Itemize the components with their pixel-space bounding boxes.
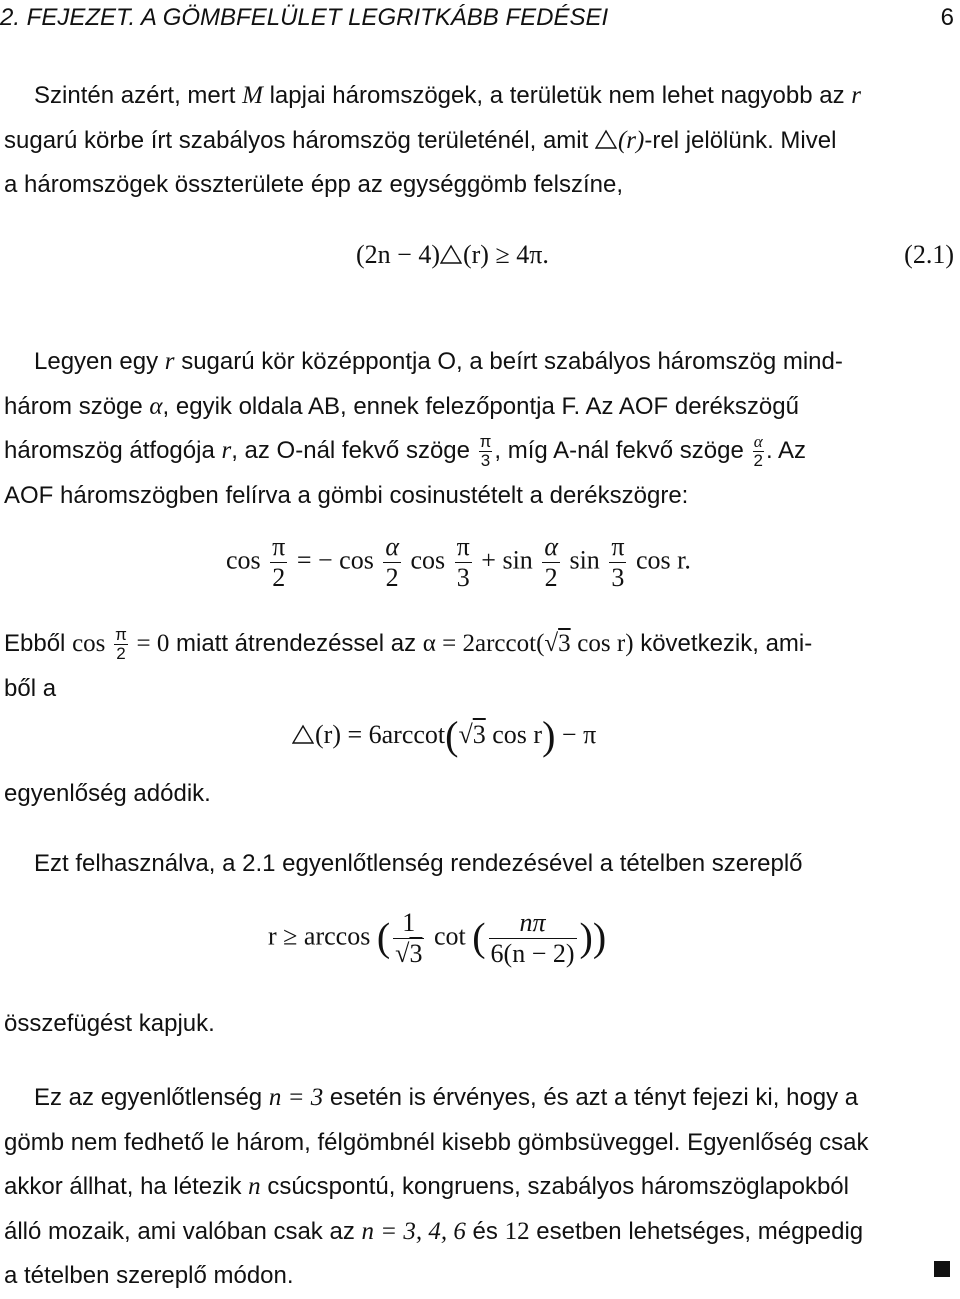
fraction-pi-3: $\frac{\pi}{3}$ xyxy=(479,432,492,471)
running-header xyxy=(0,4,960,38)
triangle-symbol xyxy=(595,120,617,140)
paragraph-7: Ez az egyenlőtlenség n = 3 esetén is érvényes, és azt a tényt fejezi ki, hogy a gömb nem fedhető le három, félgömbnél kisebb gömbsüveggel. Egyenlőség csak akkor állhat, ha létezik n csúcspontú, kongruens, szabályos háromszöglapokból álló mozaik, ami valóban csak az n = 3, 4, 6 és 12 esetben lehetséges, mégpedig a tételben szereplő módon. xyxy=(4,1084,869,1289)
chapter-title: 2. FEJEZET. A GÖMBFELÜLET LEGRITKÁBB FEDÉSEI xyxy=(0,4,609,31)
qed-square-icon xyxy=(934,1261,950,1277)
paragraph-6: összefügést kapjuk. xyxy=(4,1010,215,1037)
arccos-inequality: r ≥ arccos ( $\frac{1}{√3}$ cot ( $\frac{n\pi}{6(n - 2)}$ )) xyxy=(268,908,607,968)
triangle-area-equation: (r) = 6arccot(√3 cos r) − π xyxy=(292,712,596,759)
equation-number: (2.1) xyxy=(904,240,954,269)
fraction-alpha-2: $\frac{\alpha}{2}$ xyxy=(753,432,763,471)
paragraph-3: Ebből cos $\frac{\pi}{2}$ = 0 miatt átrendezéssel az α = 2arccot(√3 cos r) következik, ami- ből a xyxy=(4,625,813,702)
paragraph-1: Szintén azért, mert M lapjai háromszögek, a területük nem lehet nagyobb az r sugarú körbe írt szabályos háromszög területénél, amit (r)-rel jelölünk. Mivel a háromszögek összterülete épp az egységgömb felszíne, xyxy=(4,82,862,198)
paragraph-4: egyenlőség adódik. xyxy=(4,780,211,807)
page-number: 6 xyxy=(940,4,954,31)
triangle-symbol xyxy=(292,721,314,741)
paragraph-5: Ezt felhasználva, a 2.1 egyenlőtlenség rendezésével a tételben szereplő xyxy=(34,850,803,877)
paragraph-2: Legyen egy r sugarú kör középpontja O, a beírt szabályos háromszög mind- három szöge α, egyik oldala AB, ennek felezőpontja F. Az AOF derékszögű háromszög átfogója r, az O-nál fekvő szöge $\frac{\pi}{3}$ , míg A-nál fekvő szöge $\frac{\alpha}{2}$ . Az AOF háromszögben felírva a gömbi cosinustételt a derékszögre: xyxy=(4,348,843,509)
cosine-law-equation: cos $\frac{\pi}{2}$ = − cos $\frac{\alpha}{2}$ cos $\frac{\pi}{3}$ + sin $\frac{\alpha}{2}$ sin $\frac{\pi}{3}$ cos r. xyxy=(226,532,691,592)
triangle-symbol xyxy=(440,241,462,261)
equation-2-1: (2n − 4) (r) ≥ 4π. xyxy=(356,240,549,269)
